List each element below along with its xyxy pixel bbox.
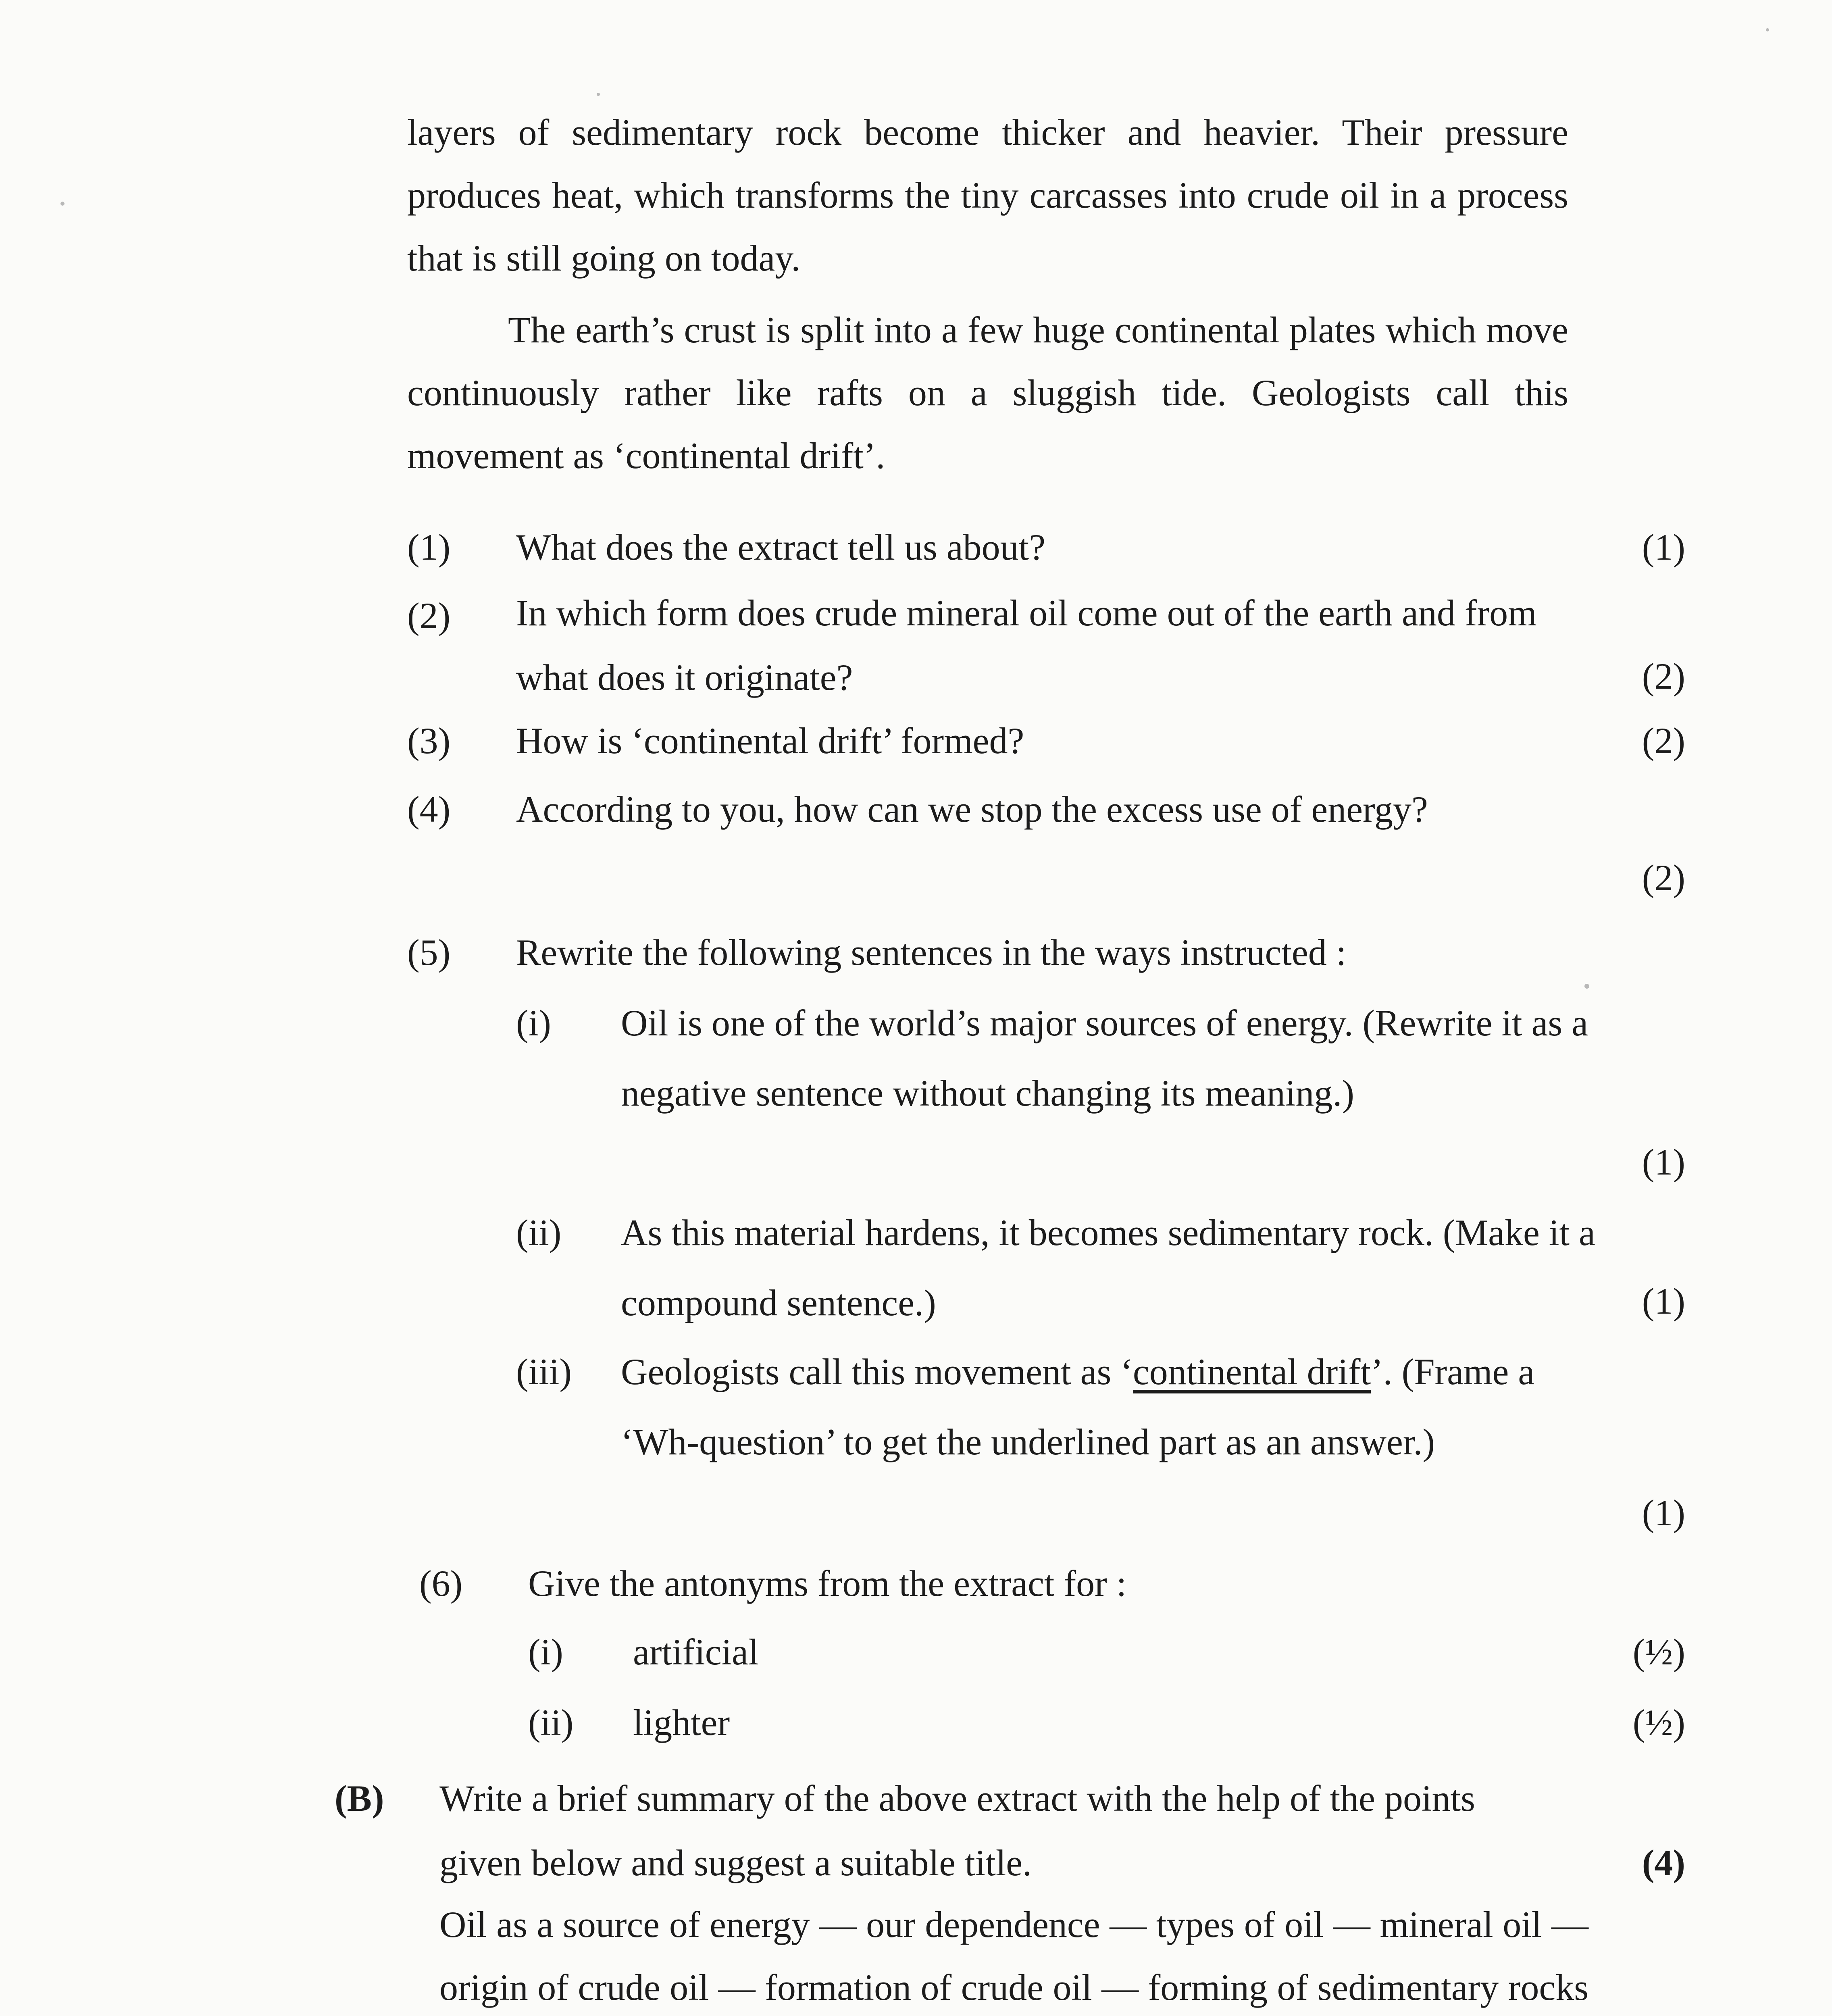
question-number: (2) — [407, 595, 451, 636]
item-text: artificial — [633, 1631, 759, 1672]
item-number: (iii) — [516, 1351, 572, 1392]
question-4 — [407, 774, 1685, 915]
question-number: (1) — [407, 527, 451, 568]
question-3 — [407, 706, 1685, 778]
section-b-instruction: Write a brief summary of the above extract with the help of the points given below and suggest a suitable title. — [439, 1778, 1475, 1883]
question-number: (5) — [407, 932, 451, 973]
question-text: According to you, how can we stop the excess use of energy? — [516, 789, 1428, 830]
question-text: In which form does crude mineral oil come out of the earth and from what does it originate? — [516, 592, 1537, 698]
item-number: (i) — [528, 1631, 563, 1672]
question-marks: (2) — [1642, 656, 1685, 697]
item-text-after: ’. (Frame a ‘Wh-question’ to get the underlined part as an answer.) — [621, 1351, 1535, 1462]
question-marks: (1) — [1642, 527, 1685, 568]
section-label: (B) — [335, 1778, 384, 1819]
question-text: Give the antonyms from the extract for : — [528, 1563, 1127, 1604]
item-marks: (½) — [1632, 1702, 1685, 1743]
underlined-phrase: continental drift — [1133, 1351, 1371, 1392]
question-text: What does the extract tell us about? — [516, 527, 1046, 568]
question-marks: (2) — [1642, 720, 1685, 761]
question-text: Rewrite the following sentences in the ways instructed : — [516, 932, 1347, 973]
item-text: As this material hardens, it becomes sedimentary rock. (Make it a compound sentence.) — [621, 1212, 1595, 1323]
item-text — [621, 1337, 1613, 1477]
item-marks: (½) — [1632, 1631, 1685, 1672]
item-number: (i) — [516, 1002, 551, 1043]
question-5-item-2 — [407, 1198, 1685, 1339]
summary-points: Oil as a source of energy — our dependence — types of oil — mineral oil — origin of crude oil — formation of crude oil — forming of sedimentary rocks — [439, 1904, 1588, 2008]
question-6 — [419, 1548, 1685, 1621]
item-text-before: Geologists call this movement as ‘ — [621, 1351, 1133, 1392]
item-number: (ii) — [528, 1702, 574, 1743]
scan-speck — [1766, 28, 1769, 31]
passage-paragraph-1: layers of sedimentary rock become thicker and heavier. Their pressure produces heat, which transforms the tiny carcasses into crude oil in a process that is still going on today. — [407, 112, 1568, 279]
item-marks: (1) — [1642, 1281, 1685, 1322]
scan-speck — [60, 202, 65, 206]
item-marks: (1) — [1642, 1141, 1685, 1183]
question-6-item-1 — [407, 1617, 1685, 1689]
item-text: lighter — [633, 1702, 730, 1743]
question-5-item-1 — [407, 988, 1685, 1198]
scan-speck — [597, 93, 600, 96]
passage-paragraph-2: The earth’s crust is split into a few huge continental plates which move continuously rather like rafts on a sluggish tide. Geologists call this movement as ‘continental drift’. — [407, 309, 1568, 476]
item-marks: (1) — [1642, 1492, 1685, 1533]
question-number: (6) — [419, 1563, 463, 1604]
question-1 — [407, 512, 1685, 585]
section-b-marks: (4) — [1642, 1842, 1685, 1883]
question-5 — [407, 917, 1685, 990]
question-text: How is ‘continental drift’ formed? — [516, 720, 1024, 761]
section-b — [335, 1766, 1685, 1895]
question-number: (3) — [407, 720, 451, 761]
question-number: (4) — [407, 789, 451, 830]
question-6-item-2 — [407, 1687, 1685, 1760]
question-2 — [407, 581, 1685, 722]
question-marks: (2) — [1642, 857, 1685, 898]
item-number: (ii) — [516, 1212, 562, 1253]
question-5-item-3 — [407, 1337, 1685, 1546]
item-text: Oil is one of the world’s major sources of energy. (Rewrite it as a negative sentence without changing its meaning.) — [621, 1002, 1588, 1114]
